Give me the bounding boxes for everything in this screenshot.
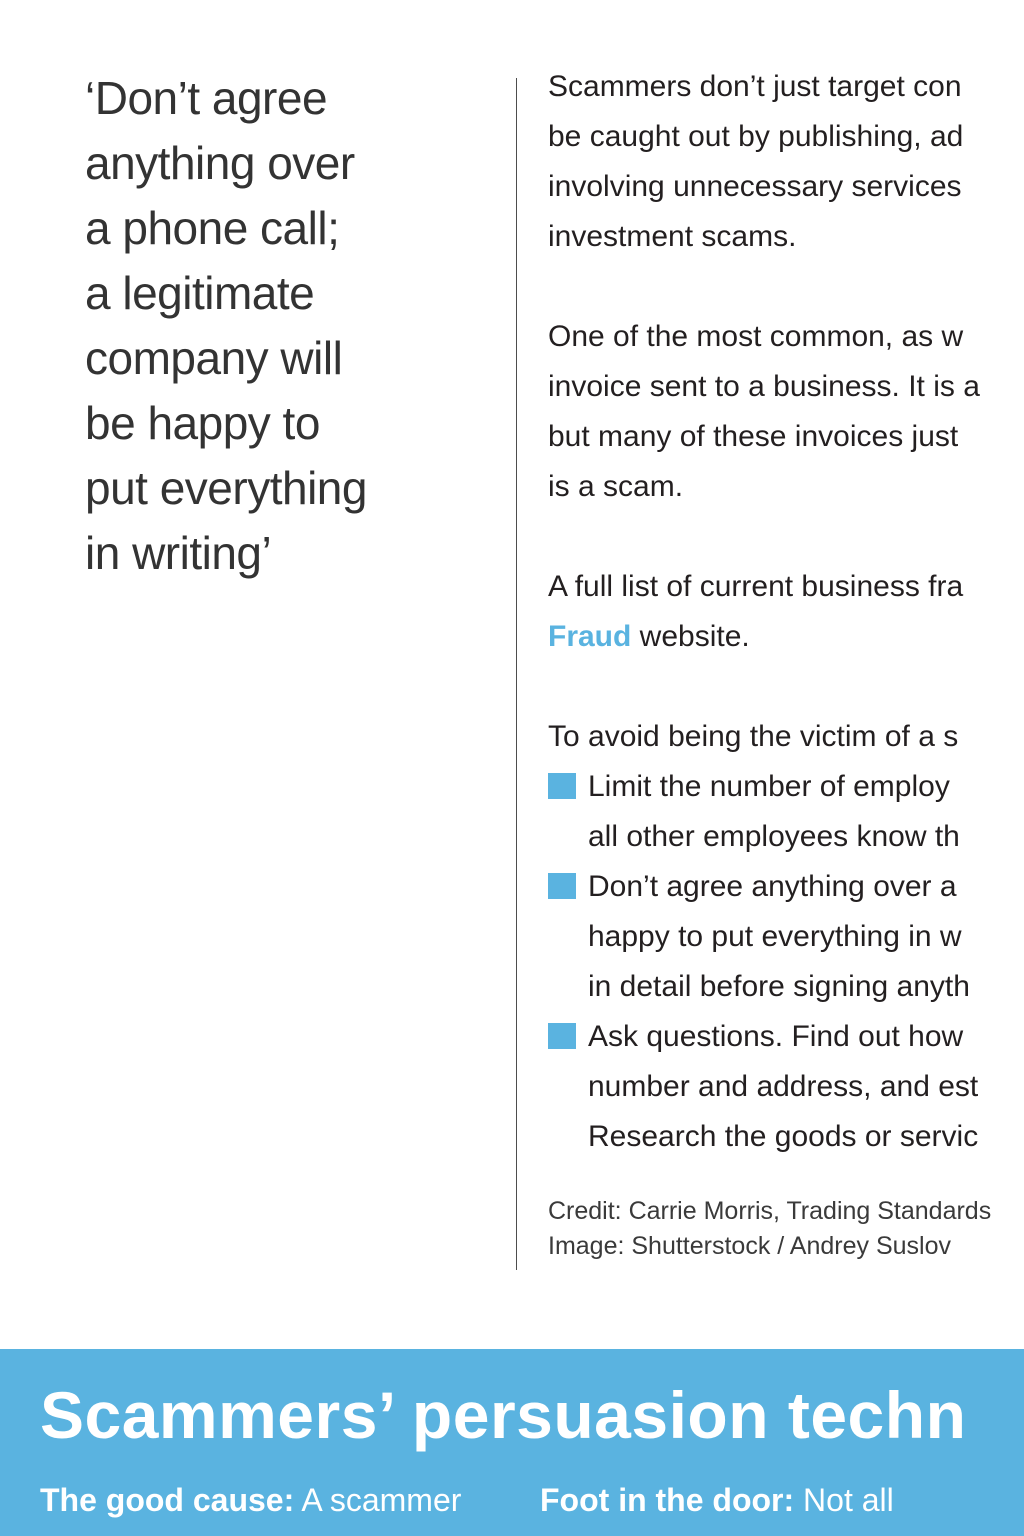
paragraph-fraud-list xyxy=(548,562,1024,662)
fraud-website-link[interactable]: Fraud xyxy=(548,620,632,653)
technique-foot-in-door xyxy=(540,1477,894,1523)
paragraph-intro xyxy=(548,62,1024,262)
list-item xyxy=(548,762,1024,862)
banner-title: Scammers’ persuasion techn xyxy=(40,1378,967,1452)
text-line: Research the goods or servic xyxy=(588,1120,979,1153)
list-item xyxy=(548,1012,1024,1162)
technique-text: Not all xyxy=(794,1482,894,1518)
square-bullet-icon xyxy=(548,873,576,899)
text-line: One of the most common, as w xyxy=(548,320,964,353)
tips-list xyxy=(548,762,1024,1162)
credits xyxy=(548,1194,1024,1264)
author-credit: Credit: Carrie Morris, Trading Standards xyxy=(548,1197,992,1225)
column-divider xyxy=(516,78,517,1270)
article-body xyxy=(548,62,1024,1264)
tips-intro: To avoid being the victim of a s xyxy=(548,720,959,753)
pull-quote-line: company will xyxy=(85,332,343,384)
image-credit: Image: Shutterstock / Andrey Suslov xyxy=(548,1232,951,1260)
techniques-banner xyxy=(0,1349,1024,1536)
text-line: Don’t agree anything over a xyxy=(588,870,957,903)
text-line: be caught out by publishing, ad xyxy=(548,120,964,153)
text-line: Scammers don’t just target con xyxy=(548,70,962,103)
text-line xyxy=(548,612,1024,662)
pull-quote-line: put everything xyxy=(85,462,367,514)
pull-quote-line: a legitimate xyxy=(85,267,315,319)
text-line: in detail before signing anyth xyxy=(588,970,970,1003)
pull-quote xyxy=(85,66,415,586)
text-line: invoice sent to a business. It is a xyxy=(548,370,980,403)
pull-quote-line: anything over xyxy=(85,137,355,189)
text-line: A full list of current business fra xyxy=(548,570,964,603)
square-bullet-icon xyxy=(548,1023,576,1049)
pull-quote-line: in writing’ xyxy=(85,527,272,579)
square-bullet-icon xyxy=(548,773,576,799)
technique-term: The good cause: xyxy=(40,1482,295,1518)
text-line: investment scams. xyxy=(548,220,797,253)
text-line: Ask questions. Find out how xyxy=(588,1020,964,1053)
text-line: is a scam. xyxy=(548,470,684,503)
technique-good-cause xyxy=(40,1477,461,1523)
text-line: happy to put everything in w xyxy=(588,920,962,953)
list-item xyxy=(548,862,1024,1012)
text-line: but many of these invoices just xyxy=(548,420,959,453)
text-line: all other employees know th xyxy=(588,820,960,853)
link-suffix: website. xyxy=(631,620,750,653)
paragraph-common-scam xyxy=(548,312,1024,512)
technique-term: Foot in the door: xyxy=(540,1482,795,1518)
text-line: number and address, and est xyxy=(588,1070,979,1103)
pull-quote-line: a phone call; xyxy=(85,202,340,254)
pull-quote-line: ‘Don’t agree xyxy=(85,72,328,124)
text-line: Limit the number of employ xyxy=(588,770,950,803)
pull-quote-line: be happy to xyxy=(85,397,320,449)
text-line: involving unnecessary services xyxy=(548,170,962,203)
technique-text: A scammer xyxy=(294,1482,462,1518)
